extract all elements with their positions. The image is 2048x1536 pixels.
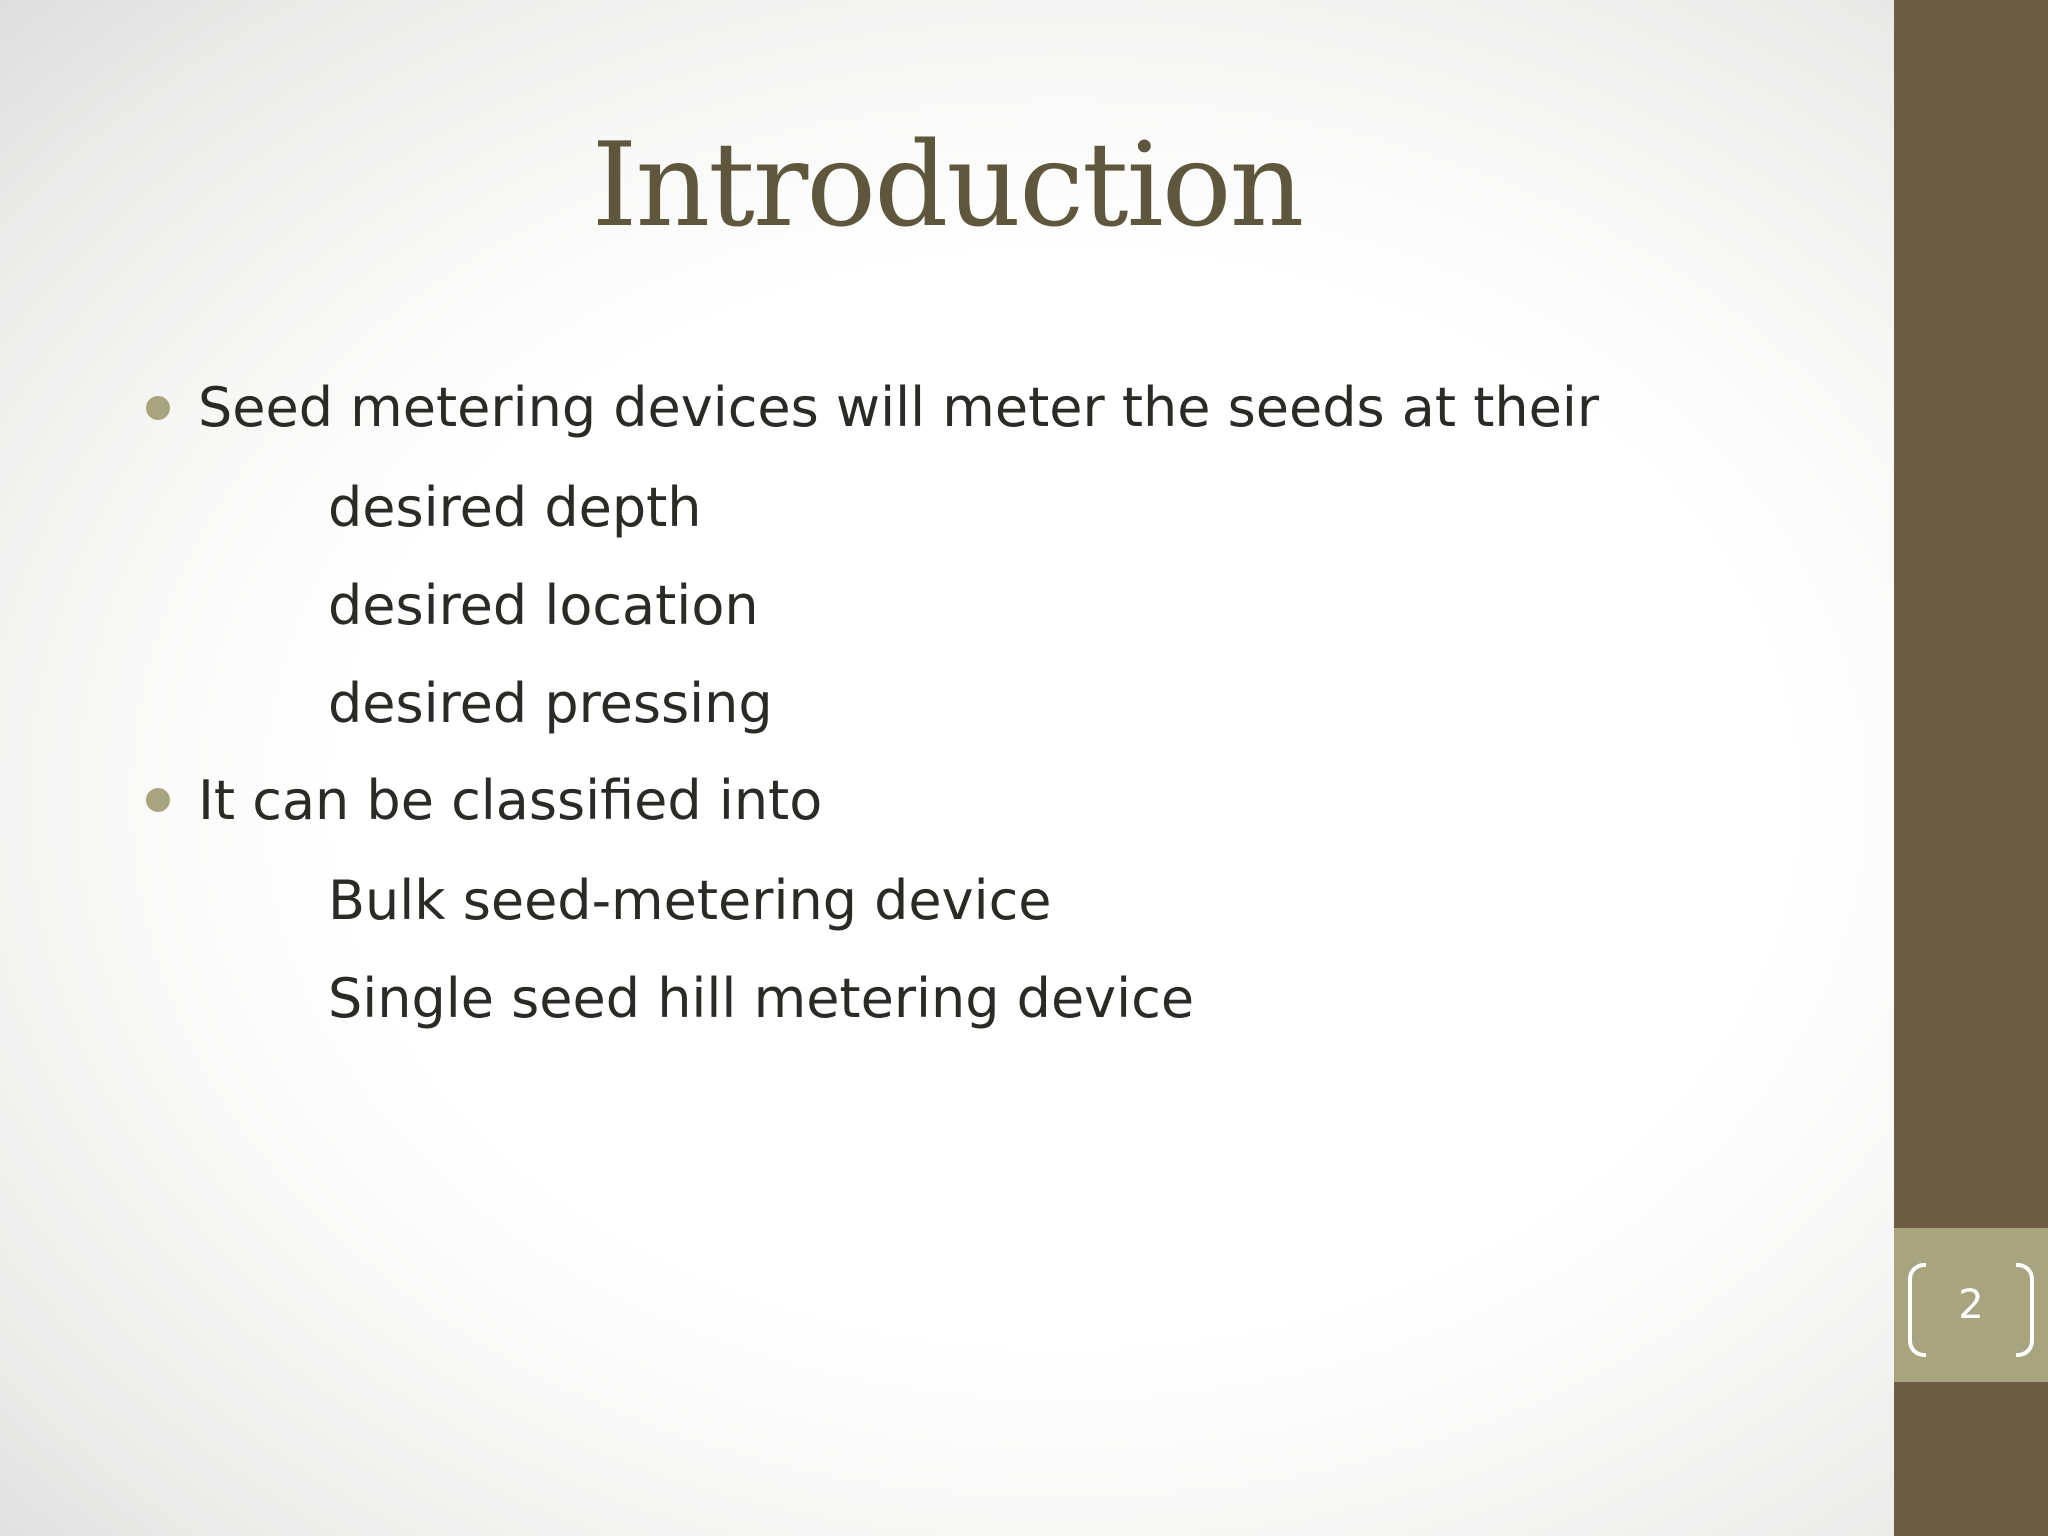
sub-item-bulk-seed-metering: Bulk seed-metering device: [328, 869, 1052, 932]
bullet-1-text: Seed metering devices will meter the seeds at their: [198, 376, 1600, 439]
page-number: 2: [1958, 1282, 1984, 1328]
sub-item-desired-pressing: desired pressing: [328, 672, 773, 735]
bullet-marker: [146, 396, 170, 420]
bullet-marker: [146, 788, 170, 812]
slide-title: Introduction: [591, 118, 1303, 253]
page-number-box: [1894, 1228, 2048, 1382]
bullet-2-text: It can be classified into: [198, 769, 823, 832]
sub-item-desired-depth: desired depth: [328, 476, 702, 539]
sub-item-single-seed-hill-metering: Single seed hill metering device: [328, 967, 1195, 1030]
sub-item-desired-location: desired location: [328, 574, 759, 637]
